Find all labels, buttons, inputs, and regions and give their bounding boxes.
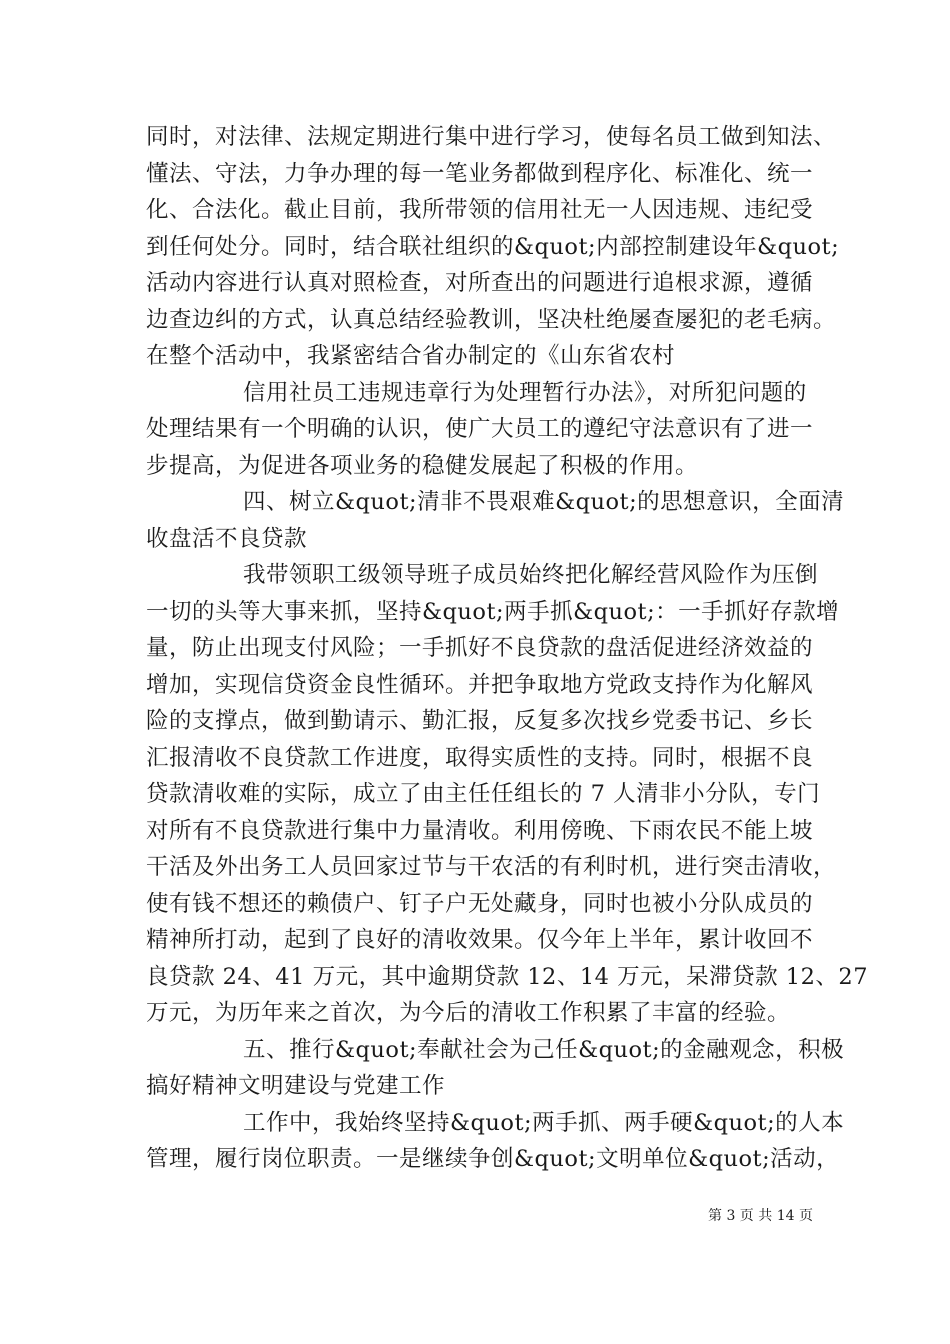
text-line: 干活及外出务工人员回家过节与干农活的有利时机，进行突击清收， — [146, 854, 837, 880]
section-heading: 四、树立&quot;清非不畏艰难&quot;的思想意识，全面清 — [243, 489, 845, 515]
text-line: 万元，为历年来之首次，为今后的清收工作积累了丰富的经验。 — [146, 1000, 791, 1026]
text-line: 管理，履行岗位职责。一是继续争创&quot;文明单位&quot;活动， — [146, 1146, 840, 1172]
text-line: 良贷款 24、41 万元，其中逾期贷款 12、14 万元，呆滞贷款 12、27 — [146, 964, 869, 990]
text-line: 懂法、守法，力争办理的每一笔业务都做到程序化、标准化、统一 — [146, 161, 814, 187]
text-line: 精神所打动，起到了良好的清收效果。仅今年上半年，累计收回不 — [146, 927, 814, 953]
text-line: 步提高，为促进各项业务的稳健发展起了积极的作用。 — [146, 453, 699, 479]
text-line: 汇报清收不良贷款工作进度，取得实质性的支持。同时，根据不良 — [146, 745, 814, 771]
text-line: 同时，对法律、法规定期进行集中进行学习，使每名员工做到知法、 — [146, 124, 837, 150]
text-line: 边查边纠的方式，认真总结经验教训，坚决杜绝屡查屡犯的老毛病。 — [146, 307, 837, 333]
text-line: 贷款清收难的实际，成立了由主任任组长的 7 人清非小分队，专门 — [146, 781, 821, 807]
text-line: 一切的头等大事来抓，坚持&quot;两手抓&quot;：一手抓好存款增 — [146, 599, 840, 625]
section-heading: 搞好精神文明建设与党建工作 — [146, 1073, 446, 1099]
text-line: 信用社员工违规违章行为处理暂行办法》，对所犯问题的 — [243, 380, 807, 406]
text-line: 使有钱不想还的赖债户、钉子户无处藏身，同时也被小分队成员的 — [146, 891, 814, 917]
text-line: 到任何处分。同时，结合联社组织的&quot;内部控制建设年&quot; — [146, 234, 840, 260]
text-line: 活动内容进行认真对照检查，对所查出的问题进行追根求源，遵循 — [146, 270, 814, 296]
text-line: 我带领职工级领导班子成员始终把化解经营风险作为压倒 — [243, 562, 819, 588]
text-line: 在整个活动中，我紧密结合省办制定的《山东省农村 — [146, 343, 676, 369]
text-line: 对所有不良贷款进行集中力量清收。利用傍晚、下雨农民不能上坡 — [146, 818, 814, 844]
text-line: 处理结果有一个明确的认识，使广大员工的遵纪守法意识有了进一 — [146, 416, 814, 442]
section-heading: 收盘活不良贷款 — [146, 526, 308, 552]
text-line: 增加，实现信贷资金良性循环。并把争取地方党政支持作为化解风 — [146, 672, 814, 698]
text-line: 险的支撑点，做到勤请示、勤汇报，反复多次找乡党委书记、乡长 — [146, 708, 814, 734]
text-line: 工作中，我始终坚持&quot;两手抓、两手硬&quot;的人本 — [243, 1110, 845, 1136]
page-number: 第 3 页 共 14 页 — [708, 1208, 813, 1224]
text-line: 量，防止出现支付风险；一手抓好不良贷款的盘活促进经济效益的 — [146, 635, 814, 661]
text-line: 化、合法化。截止目前，我所带领的信用社无一人因违规、违纪受 — [146, 197, 814, 223]
section-heading: 五、推行&quot;奉献社会为己任&quot;的金融观念，积极 — [243, 1037, 845, 1063]
